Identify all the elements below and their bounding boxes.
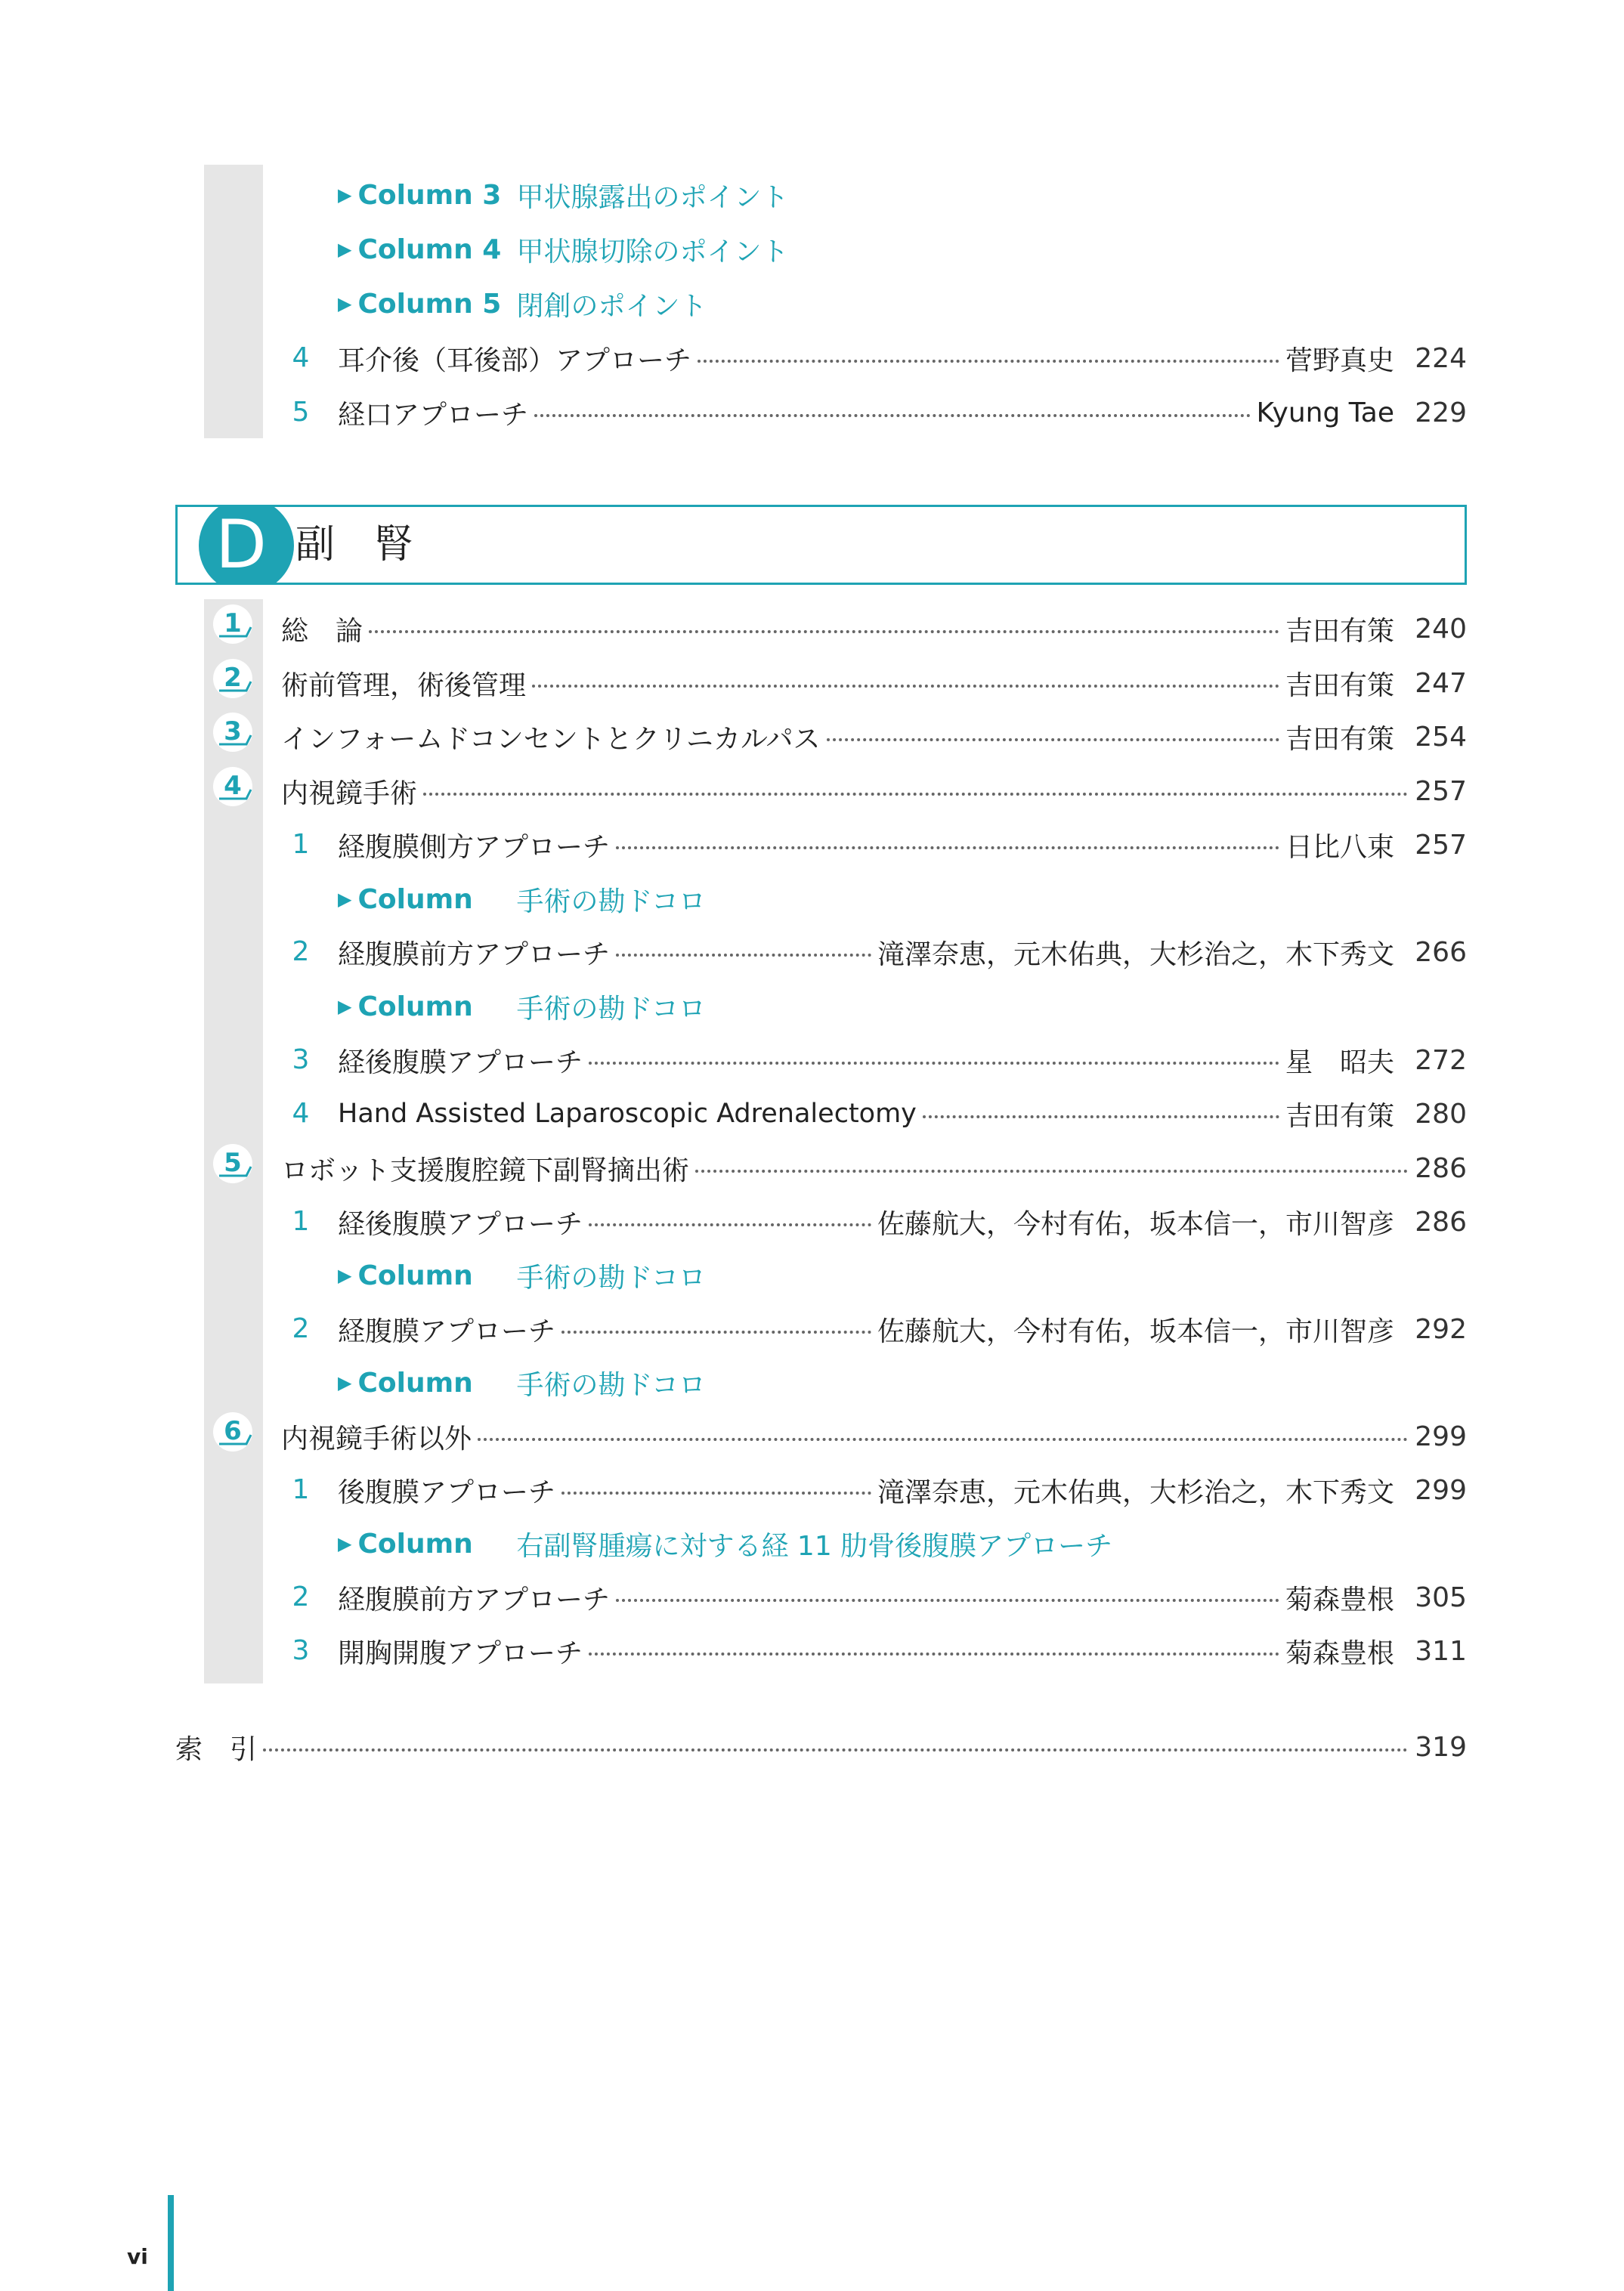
badge-underline-icon [213,659,252,698]
entry-page: 247 [1415,667,1467,699]
leader-dots [616,1599,1279,1602]
leader-dots [589,1653,1279,1656]
column-row [338,1253,706,1298]
entry-page: 292 [1415,1313,1467,1345]
leader-dots [616,846,1279,849]
toc-entry[interactable] [338,1575,1467,1620]
chapter-badge [213,604,252,644]
entry-number: 2 [292,936,310,967]
entry-number: 2 [292,1313,310,1344]
toc-entry[interactable] [338,335,1467,381]
entry-author: 佐藤航大，今村有佑，坂本信一，市川智彦 [877,1208,1394,1240]
leader-dots [478,1438,1408,1441]
badge-number: 5 [224,1148,242,1178]
column-title: 右副腎腫瘍に対する経 11 肋骨後腹膜アプローチ [516,1530,1113,1562]
toc-entry[interactable] [281,1414,1467,1459]
leader-dots [561,1331,871,1334]
column-row [338,172,788,218]
entry-number: 5 [292,397,310,428]
toc-entry[interactable] [338,929,1467,975]
chapter-badge [213,767,252,806]
entry-author: 吉田有策 [1285,1100,1394,1132]
entry-author: Kyung Tae [1256,397,1394,428]
entry-author: 星 昭夫 [1285,1047,1394,1078]
entry-title: 経腹膜アプローチ [338,1316,556,1347]
leader-dots [369,630,1279,633]
column-row [338,877,706,922]
entry-title: 経腹膜側方アプローチ [338,831,611,863]
triangle-icon: ▶ [338,1372,352,1393]
column-row [338,984,706,1029]
column-row [338,227,788,272]
toc-entry[interactable] [338,1306,1467,1352]
leader-dots [263,1748,1408,1751]
entry-page: 299 [1415,1421,1467,1452]
toc-entry[interactable] [281,606,1467,651]
triangle-icon: ▶ [338,889,352,910]
triangle-icon: ▶ [338,184,352,206]
column-title: 手術の勘ドコロ [516,1369,707,1401]
leader-dots [827,738,1279,741]
index-page: 319 [1415,1731,1467,1763]
toc-entry[interactable] [281,1146,1467,1191]
entry-title: 内視鏡手術以外 [281,1423,472,1455]
entry-page: 257 [1415,829,1467,861]
toc-entry[interactable] [281,768,1467,814]
badge-number: 6 [224,1416,242,1446]
toc-entry[interactable] [338,1628,1467,1674]
leader-dots [423,793,1408,796]
section-title: 副 腎 [295,522,414,567]
toc-entry[interactable] [338,1467,1467,1513]
chapter-gray-bar [204,599,263,1683]
column-title: 手術の勘ドコロ [516,1262,707,1294]
entry-author: 菅野真史 [1285,345,1394,376]
entry-number: 4 [292,342,310,373]
column-label: Column 3 [357,179,502,211]
chapter-badge [213,713,252,752]
entry-page: 224 [1415,342,1467,374]
entry-page: 266 [1415,936,1467,968]
entry-page: 254 [1415,721,1467,753]
entry-page: 240 [1415,613,1467,645]
entry-author: 吉田有策 [1285,615,1394,647]
triangle-icon: ▶ [338,239,352,260]
entry-title: 内視鏡手術 [281,778,418,809]
entry-title: 術前管理，術後管理 [281,669,527,701]
entry-author: 菊森豊根 [1285,1637,1394,1669]
entry-page: 305 [1415,1581,1467,1613]
toc-entry[interactable] [338,390,1467,435]
top-gray-bar [204,165,263,438]
chapter-badge [213,1144,252,1183]
entry-title: 総 論 [281,615,363,647]
badge-number: 4 [224,771,242,801]
leader-dots [532,685,1279,688]
footer-page-number: vi [127,2244,148,2269]
entry-author: 滝澤奈恵，元木佑典，大杉治之，木下秀文 [877,938,1394,970]
column-title: 手術の勘ドコロ [516,993,707,1025]
badge-underline-icon [213,767,252,806]
entry-title: 経腹膜前方アプローチ [338,1584,611,1615]
index-title: 索 引 [175,1733,258,1765]
entry-number: 3 [292,1635,310,1666]
leader-dots [589,1062,1279,1065]
entry-page: 229 [1415,397,1467,428]
column-title: 閉創のポイント [516,290,707,322]
column-label: Column 4 [357,233,502,265]
entry-page: 280 [1415,1098,1467,1130]
entry-number: 1 [292,1206,310,1237]
footer-accent-bar [168,2195,174,2291]
column-title: 甲状腺露出のポイント [516,181,789,213]
badge-underline-icon [213,713,252,752]
section-letter: D [215,506,267,583]
column-label: Column [357,1528,473,1560]
column-label: Column 5 [357,288,502,320]
leader-dots [616,954,871,957]
entry-number: 2 [292,1581,310,1612]
entry-author: 菊森豊根 [1285,1584,1394,1615]
badge-underline-icon [213,1412,252,1452]
toc-entry[interactable] [281,660,1467,706]
triangle-icon: ▶ [338,996,352,1017]
entry-page: 299 [1415,1474,1467,1506]
entry-page: 257 [1415,775,1467,807]
triangle-icon: ▶ [338,293,352,314]
entry-title: 開胸開腹アプローチ [338,1637,583,1669]
chapter-badge [213,1412,252,1452]
entry-title: ロボット支援腹腔鏡下副腎摘出術 [281,1155,690,1186]
toc-entry[interactable] [338,1199,1467,1244]
leader-dots [923,1115,1279,1118]
badge-number: 3 [224,716,242,747]
toc-entry[interactable] [281,714,1467,759]
leader-dots [698,360,1279,363]
entry-title: 耳介後（耳後部）アプローチ [338,345,692,376]
entry-title: 経後腹膜アプローチ [338,1047,583,1078]
leader-dots [589,1223,871,1226]
column-title: 手術の勘ドコロ [516,886,707,917]
entry-title: 経口アプローチ [338,399,529,431]
badge-number: 2 [224,663,242,693]
toc-entry[interactable] [338,1037,1467,1083]
leader-dots [534,414,1251,417]
index-entry[interactable] [175,1724,1467,1770]
chapter-badge [213,659,252,698]
toc-entry[interactable] [338,822,1467,867]
entry-title: 後腹膜アプローチ [338,1476,556,1508]
section-header [175,505,1467,585]
entry-title: Hand Assisted Laparoscopic Adrenalectomy [338,1099,917,1129]
badge-number: 1 [224,608,242,638]
entry-author: 日比八束 [1285,831,1394,863]
leader-dots [695,1170,1408,1173]
toc-entry[interactable] [338,1091,1467,1136]
column-row [338,1521,1112,1566]
triangle-icon: ▶ [338,1265,352,1286]
entry-author: 佐藤航大，今村有佑，坂本信一，市川智彦 [877,1316,1394,1347]
entry-author: 吉田有策 [1285,723,1394,755]
leader-dots [561,1492,871,1495]
entry-number: 1 [292,829,310,860]
column-row [338,1360,706,1405]
triangle-icon: ▶ [338,1533,352,1554]
entry-page: 272 [1415,1044,1467,1076]
column-label: Column [357,1367,473,1399]
entry-number: 3 [292,1044,310,1075]
badge-underline-icon [213,604,252,644]
column-label: Column [357,883,473,915]
column-title: 甲状腺切除のポイント [516,236,789,267]
column-label: Column [357,1260,473,1291]
entry-title: 経腹膜前方アプローチ [338,938,611,970]
entry-author: 吉田有策 [1285,669,1394,701]
entry-page: 286 [1415,1206,1467,1238]
entry-title: インフォームドコンセントとクリニカルパス [281,723,821,755]
column-label: Column [357,991,473,1022]
badge-underline-icon [213,1144,252,1183]
entry-author: 滝澤奈恵，元木佑典，大杉治之，木下秀文 [877,1476,1394,1508]
entry-number: 1 [292,1474,310,1505]
entry-number: 4 [292,1098,310,1129]
entry-page: 286 [1415,1152,1467,1184]
entry-title: 経後腹膜アプローチ [338,1208,583,1240]
column-row [338,281,707,326]
entry-page: 311 [1415,1635,1467,1667]
